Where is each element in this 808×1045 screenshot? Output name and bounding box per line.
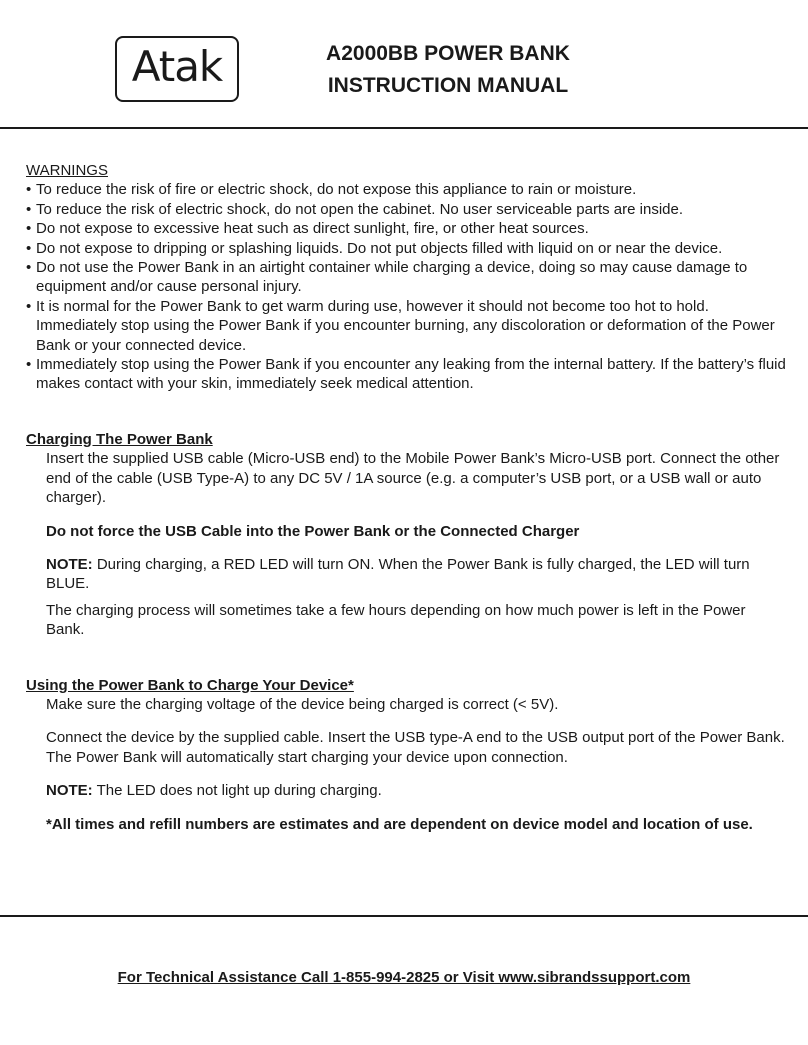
manual-body [26,161,786,834]
using-heading: Using the Power Bank to Charge Your Device* [26,676,354,694]
warning-item: • Do not expose to dripping or splashing liquids. Do not put objects filled with liquid on or near the device. [26,239,723,257]
header-divider [0,127,808,129]
logo-text: Atak [131,42,223,91]
warnings-heading: WARNINGS [26,162,108,179]
using-note [26,781,786,800]
title-line-2: INSTRUCTION MANUAL [327,74,569,97]
charging-bold-warning: Do not force the USB Cable into the Power Bank or the Connected Charger [46,522,580,540]
note-label: NOTE: [46,782,93,800]
using-paragraph-2: Connect the device by the supplied cable. Insert the USB type-A end to the USB output port of the Power Bank. The Power Bank will automatically start charging your device upon connection. [46,729,785,766]
charging-paragraph-2: The charging process will sometimes take a few hours depending on how much power is left in the Power Bank. [46,601,746,639]
charging-paragraph-1: Insert the supplied USB cable (Micro-USB end) to the Mobile Power Bank’s Micro-USB port. Connect the other end of the cable (USB Type-A) to any DC 5V / 1A source (e.g. a computer’s USB port, or a USB wall or auto charger). [46,450,780,507]
warning-item: • To reduce the risk of fire or electric shock, do not expose this appliance to rain or moisture. [26,181,637,199]
using-paragraph-1: Make sure the charging voltage of the device being charged is correct (< 5V). [46,695,559,713]
warning-item: • Do not use the Power Bank in an airtight container while charging a device, doing so may cause damage to equipment and/or cause personal injury. [26,259,748,296]
support-footer: For Technical Assistance Call 1-855-994-2825 or Visit www.sibrandssupport.com [117,969,691,986]
note-label: NOTE: [46,555,93,573]
brand-logo [115,36,239,102]
charging-heading: Charging The Power Bank [26,430,213,448]
note-text: The LED does not light up during charging. [92,782,382,800]
warning-item: • It is normal for the Power Bank to get warm during use, however it should not become too hot to hold. Immediately stop using the Power Bank if you encounter burning, any discoloration or deformation of the Power Bank or your connected device. [26,297,775,354]
footer-divider [0,915,808,917]
title-line-1: A2000BB POWER BANK [326,42,570,65]
charging-note [26,555,786,594]
warning-item: • Do not expose to excessive heat such as direct sunlight, fire, or other heat sources. [26,220,589,238]
warning-item: • Immediately stop using the Power Bank if you encounter any leaking from the internal battery. If the battery’s fluid makes contact with your skin, immediately seek medical attention. [26,356,786,393]
warning-item: • To reduce the risk of electric shock, do not open the cabinet. No user serviceable parts are inside. [26,200,684,218]
using-disclaimer: *All times and refill numbers are estimates and are dependent on device model and location of use. [46,815,753,833]
note-text: During charging, a RED LED will turn ON. When the Power Bank is fully charged, the LED will turn BLUE. [46,555,750,593]
